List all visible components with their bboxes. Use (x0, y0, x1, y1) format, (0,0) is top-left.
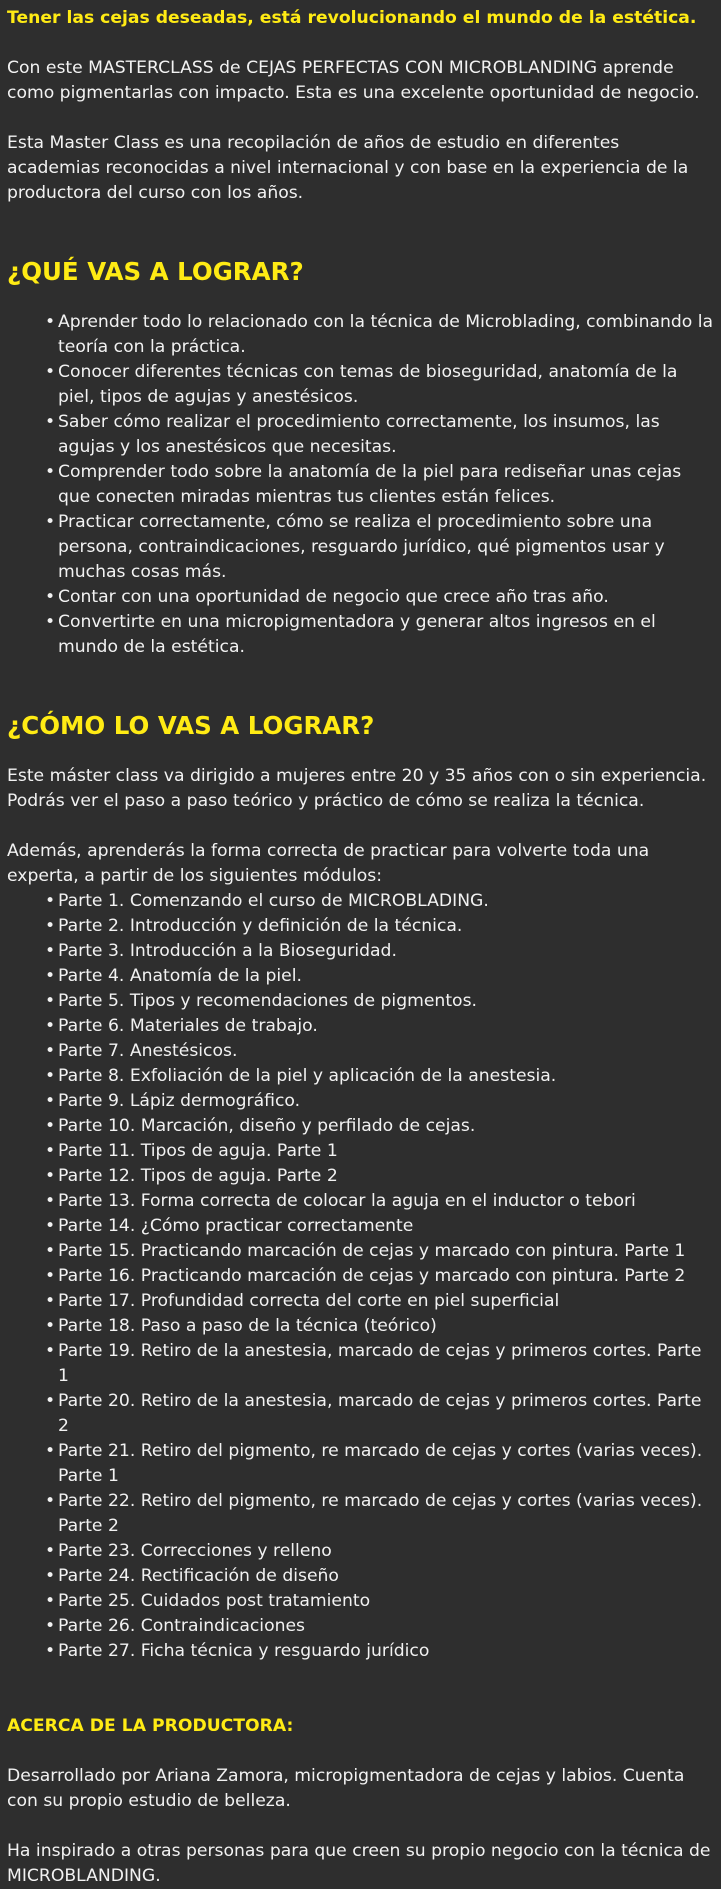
intro-paragraph-2: Esta Master Class es una recopilación de años de estudio en diferentes academias reconocidas a nivel internacional y con base en la experiencia de la productora del curso con los años. (7, 133, 689, 203)
list-item: • Parte 22. Retiro del pigmento, re marcado de cejas y cortes (varias veces). Parte 2 (45, 1489, 714, 1539)
list-item: • Parte 15. Practicando marcación de cejas y marcado con pintura. Parte 1 (45, 1239, 714, 1264)
list-item: • Aprender todo lo relacionado con la técnica de Microblading, combinando la teoría con la práctica. (45, 310, 714, 360)
list-item: • Parte 16. Practicando marcación de cejas y marcado con pintura. Parte 2 (45, 1264, 714, 1289)
goals-list (7, 310, 714, 660)
list-item: • Parte 5. Tipos y recomendaciones de pigmentos. (45, 989, 714, 1014)
list-item: • Parte 1. Comenzando el curso de MICROBLADING. (45, 889, 714, 914)
producer-paragraph-2: Ha inspirado a otras personas para que creen su propio negocio con la técnica de MICROBLANDING. (7, 1841, 711, 1886)
method-paragraph-1: Este máster class va dirigido a mujeres entre 20 y 35 años con o sin experiencia. Podrás ver el paso a paso teórico y práctico de cómo se realiza la técnica. (7, 766, 707, 811)
list-item: • Parte 2. Introducción y definición de la técnica. (45, 914, 714, 939)
goals-title: ¿QUÉ VAS A LOGRAR? (7, 257, 304, 286)
list-item: • Parte 13. Forma correcta de colocar la aguja en el inductor o tebori (45, 1189, 714, 1214)
list-item: • Parte 8. Exfoliación de la piel y aplicación de la anestesia. (45, 1064, 714, 1089)
list-item: • Parte 4. Anatomía de la piel. (45, 964, 714, 989)
list-item: • Parte 10. Marcación, diseño y perfilado de cejas. (45, 1114, 714, 1139)
intro-paragraph-1: Con este MASTERCLASS de CEJAS PERFECTAS CON MICROBLANDING aprende como pigmentarlas con impacto. Esta es una excelente oportunidad de negocio. (7, 58, 700, 103)
producer-paragraph-1: Desarrollado por Ariana Zamora, micropigmentadora de cejas y labios. Cuenta con su propio estudio de belleza. (7, 1766, 685, 1811)
producer-title: ACERCA DE LA PRODUCTORA: (7, 1716, 294, 1736)
list-item: • Parte 18. Paso a paso de la técnica (teórico) (45, 1314, 714, 1339)
list-item: • Parte 20. Retiro de la anestesia, marcado de cejas y primeros cortes. Parte 2 (45, 1389, 714, 1439)
list-item: • Parte 25. Cuidados post tratamiento (45, 1589, 714, 1614)
list-item: • Parte 17. Profundidad correcta del corte en piel superficial (45, 1289, 714, 1314)
list-item: • Comprender todo sobre la anatomía de la piel para rediseñar unas cejas que conecten miradas mientras tus clientes están felices. (45, 460, 714, 510)
intro-headline: Tener las cejas deseadas, está revolucionando el mundo de la estética. (7, 8, 697, 28)
list-item: • Parte 21. Retiro del pigmento, re marcado de cejas y cortes (varias veces). Parte 1 (45, 1439, 714, 1489)
list-item: • Parte 24. Rectificación de diseño (45, 1564, 714, 1589)
list-item: • Parte 23. Correcciones y relleno (45, 1539, 714, 1564)
list-item: • Saber cómo realizar el procedimiento correctamente, los insumos, las agujas y los anestésicos que necesitas. (45, 410, 714, 460)
list-item: • Parte 27. Ficha técnica y resguardo jurídico (45, 1639, 714, 1664)
list-item: • Parte 14. ¿Cómo practicar correctamente (45, 1214, 714, 1239)
list-item: • Parte 6. Materiales de trabajo. (45, 1014, 714, 1039)
list-item: • Parte 19. Retiro de la anestesia, marcado de cejas y primeros cortes. Parte 1 (45, 1339, 714, 1389)
list-item: • Parte 3. Introducción a la Bioseguridad. (45, 939, 714, 964)
list-item: • Parte 12. Tipos de aguja. Parte 2 (45, 1164, 714, 1189)
list-item: • Parte 9. Lápiz dermográfico. (45, 1089, 714, 1114)
list-item: • Convertirte en una micropigmentadora y generar altos ingresos en el mundo de la estética. (45, 610, 714, 660)
list-item: • Contar con una oportunidad de negocio que crece año tras año. (45, 585, 714, 610)
modules-list (7, 889, 714, 1664)
list-item: • Parte 26. Contraindicaciones (45, 1614, 714, 1639)
list-item: • Practicar correctamente, cómo se realiza el procedimiento sobre una persona, contraindicaciones, resguardo jurídico, qué pigmentos usar y muchas cosas más. (45, 510, 714, 585)
list-item: • Parte 11. Tipos de aguja. Parte 1 (45, 1139, 714, 1164)
list-item: • Conocer diferentes técnicas con temas de bioseguridad, anatomía de la piel, tipos de agujas y anestésicos. (45, 360, 714, 410)
list-item: • Parte 7. Anestésicos. (45, 1039, 714, 1064)
method-title: ¿CÓMO LO VAS A LOGRAR? (7, 711, 375, 740)
method-paragraph-2: Además, aprenderás la forma correcta de practicar para volverte toda una experta, a partir de los siguientes módulos: (7, 841, 650, 886)
